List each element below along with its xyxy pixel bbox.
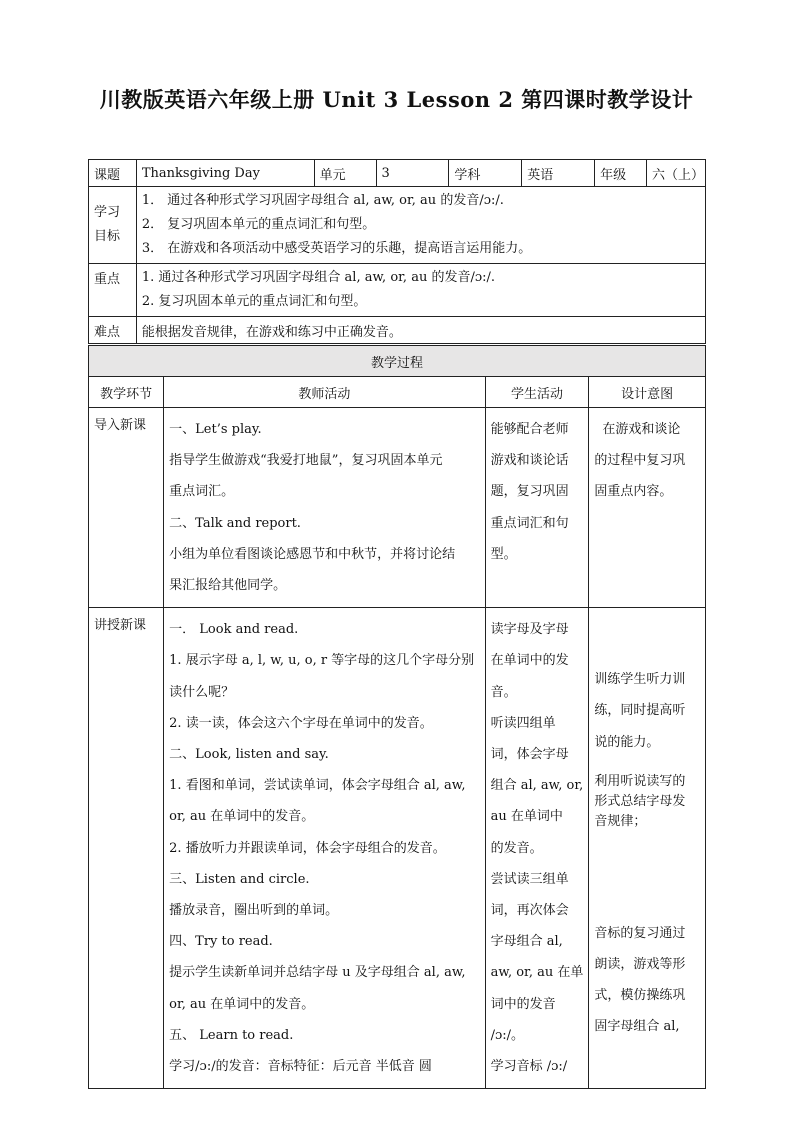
col-header-teacher: 教师活动	[164, 377, 485, 408]
student-line: 在单词中的发	[490, 653, 569, 669]
unit-label: 单元	[314, 160, 376, 187]
teacher-line: or, au 在单词中的发音。	[169, 996, 315, 1012]
stage-cell: 导入新课	[89, 408, 164, 608]
teacher-line: 2. 播放听力并跟读单词，体会字母组合的发音。	[169, 840, 446, 856]
col-header-intent: 设计意图	[589, 377, 706, 408]
student-line: 词，再次体会	[490, 903, 569, 919]
info-row-difficulty	[89, 317, 706, 344]
student-line: 题，复习巩固	[490, 484, 569, 500]
intent-line: 说的能力。	[594, 734, 660, 750]
subject-label: 学科	[449, 160, 522, 187]
student-line: 尝试读三组单	[490, 871, 569, 887]
intent-line: 朗读，游戏等形	[594, 957, 686, 973]
key-points-label: 重点	[89, 264, 137, 317]
intent-line: 音标的复习通过	[594, 925, 686, 941]
teacher-line: 二、Look, listen and say.	[169, 747, 329, 763]
goal-item: 3． 在游戏和各项活动中感受英语学习的乐趣，提高语言运用能力。	[141, 241, 532, 256]
student-line: 组合 al, aw, or,	[490, 778, 584, 794]
teacher-line: 一、Let’s play.	[169, 422, 262, 437]
topic-value: Thanksgiving Day	[136, 160, 314, 187]
student-activity-cell	[485, 408, 589, 608]
intent-line: 练，同时提高听	[594, 703, 686, 719]
intent-block-summary	[594, 772, 700, 832]
student-line: 学习音标 /ɔ:/	[490, 1059, 568, 1075]
subject-value: 英语	[522, 160, 595, 187]
unit-value: 3	[376, 160, 449, 187]
info-row-goals	[89, 187, 706, 264]
student-line: 听读四组单	[490, 715, 556, 731]
student-line: 音。	[490, 684, 517, 700]
intent-block-phonetics	[594, 918, 700, 1043]
info-row-topic	[89, 160, 706, 187]
key-point-item: 2. 复习巩固本单元的重点词汇和句型。	[141, 294, 367, 309]
key-point-item: 1. 通过各种形式学习巩固字母组合 al, aw, or, au 的发音/ɔ:/.	[141, 270, 496, 285]
intent-line: 的过程中复习巩	[594, 453, 686, 469]
teacher-line: 2. 读一读，体会这六个字母在单词中的发音。	[169, 715, 433, 731]
student-line: 词，体会字母	[490, 747, 569, 763]
teacher-line: 1. 看图和单词，尝试读单词，体会字母组合 al, aw,	[169, 778, 466, 794]
process-row-intro	[89, 408, 706, 608]
student-activity-cell	[485, 608, 589, 1089]
stage-cell: 讲授新课	[89, 608, 164, 1089]
goal-item: 2． 复习巩固本单元的重点词汇和句型。	[141, 217, 376, 232]
document-title: 川教版英语六年级上册 Unit 3 Lesson 2 第四课时教学设计	[99, 87, 694, 112]
student-line: 字母组合 al,	[490, 934, 563, 950]
teacher-line: 二、Talk and report.	[169, 515, 301, 531]
difficulty-value: 能根据发音规律，在游戏和练习中正确发音。	[136, 317, 705, 344]
intent-line: 训练学生听力训	[594, 672, 686, 688]
teacher-line: 四、Try to read.	[169, 934, 273, 950]
intent-block-listening	[594, 664, 700, 758]
teacher-activity-cell	[164, 608, 485, 1089]
teaching-process-table	[88, 345, 706, 1089]
process-section-title: 教学过程	[89, 346, 706, 377]
intent-line: 形式总结字母发	[594, 793, 686, 809]
teacher-line: 果汇报给其他同学。	[169, 578, 287, 594]
student-line: 游戏和谈论话	[490, 453, 569, 469]
teacher-line: 小组为单位看图谈论感恩节和中秋节，并将讨论结	[169, 546, 456, 562]
teacher-line: 1. 展示字母 a, l, w, u, o, r 等字母的这几个字母分别	[169, 653, 475, 669]
process-row-new-lesson	[89, 608, 706, 1089]
teacher-line: 播放录音，圈出听到的单词。	[169, 903, 339, 919]
student-line: 读字母及字母	[490, 622, 569, 638]
student-line: 型。	[490, 546, 517, 562]
goals-list	[136, 187, 705, 264]
grade-label: 年级	[595, 160, 647, 187]
teacher-line: 重点词汇。	[169, 484, 235, 500]
teacher-line: 提示学生读新单词并总结字母 u 及字母组合 al, aw,	[169, 965, 466, 981]
intent-line: 式，模仿操练巩	[594, 988, 686, 1004]
teacher-line: 读什么呢？	[169, 684, 235, 700]
teacher-line: 学习/ɔ:/的发音：音标特征：后元音 半低音 圆	[169, 1059, 432, 1075]
col-header-stage: 教学环节	[89, 377, 164, 408]
intent-line: 音规律；	[594, 813, 647, 829]
goals-label	[89, 187, 137, 264]
teacher-line: 五、 Learn to read.	[169, 1027, 294, 1043]
difficulty-label: 难点	[89, 317, 137, 344]
teacher-line: 三、Listen and circle.	[169, 871, 310, 887]
design-intent-cell	[589, 408, 706, 608]
intent-line: 固重点内容。	[594, 484, 673, 500]
teacher-line: or, au 在单词中的发音。	[169, 809, 315, 825]
student-line: 能够配合老师	[490, 422, 569, 437]
teacher-line: 一． Look and read.	[169, 622, 299, 638]
info-row-key-points	[89, 264, 706, 317]
goals-label-line-2: 目标	[94, 229, 121, 244]
topic-label: 课题	[89, 160, 137, 187]
process-section-header	[89, 346, 706, 377]
grade-value: 六（上）	[647, 160, 706, 187]
intent-line: 利用听说读写的	[594, 773, 686, 789]
student-line: 词中的发音	[490, 996, 556, 1012]
student-line: au 在单词中	[490, 809, 563, 825]
student-line: /ɔ:/。	[490, 1027, 525, 1043]
key-points-list	[136, 264, 705, 317]
lesson-info-table	[88, 159, 706, 344]
student-line: 重点词汇和句	[490, 515, 569, 531]
process-column-headers	[89, 377, 706, 408]
goals-label-line-1: 学习	[94, 205, 121, 220]
col-header-student: 学生活动	[485, 377, 589, 408]
teacher-line: 指导学生做游戏“我爱打地鼠”，复习巩固本单元	[169, 453, 443, 469]
student-line: 的发音。	[490, 840, 543, 856]
student-line: aw, or, au 在单	[490, 965, 584, 981]
teacher-activity-cell	[164, 408, 485, 608]
design-intent-cell	[589, 608, 706, 1089]
goal-item: 1． 通过各种形式学习巩固字母组合 al, aw, or, au 的发音/ɔ:/.	[141, 193, 504, 208]
intent-line: 在游戏和谈论	[602, 422, 681, 437]
intent-line: 固字母组合 al,	[594, 1019, 680, 1035]
